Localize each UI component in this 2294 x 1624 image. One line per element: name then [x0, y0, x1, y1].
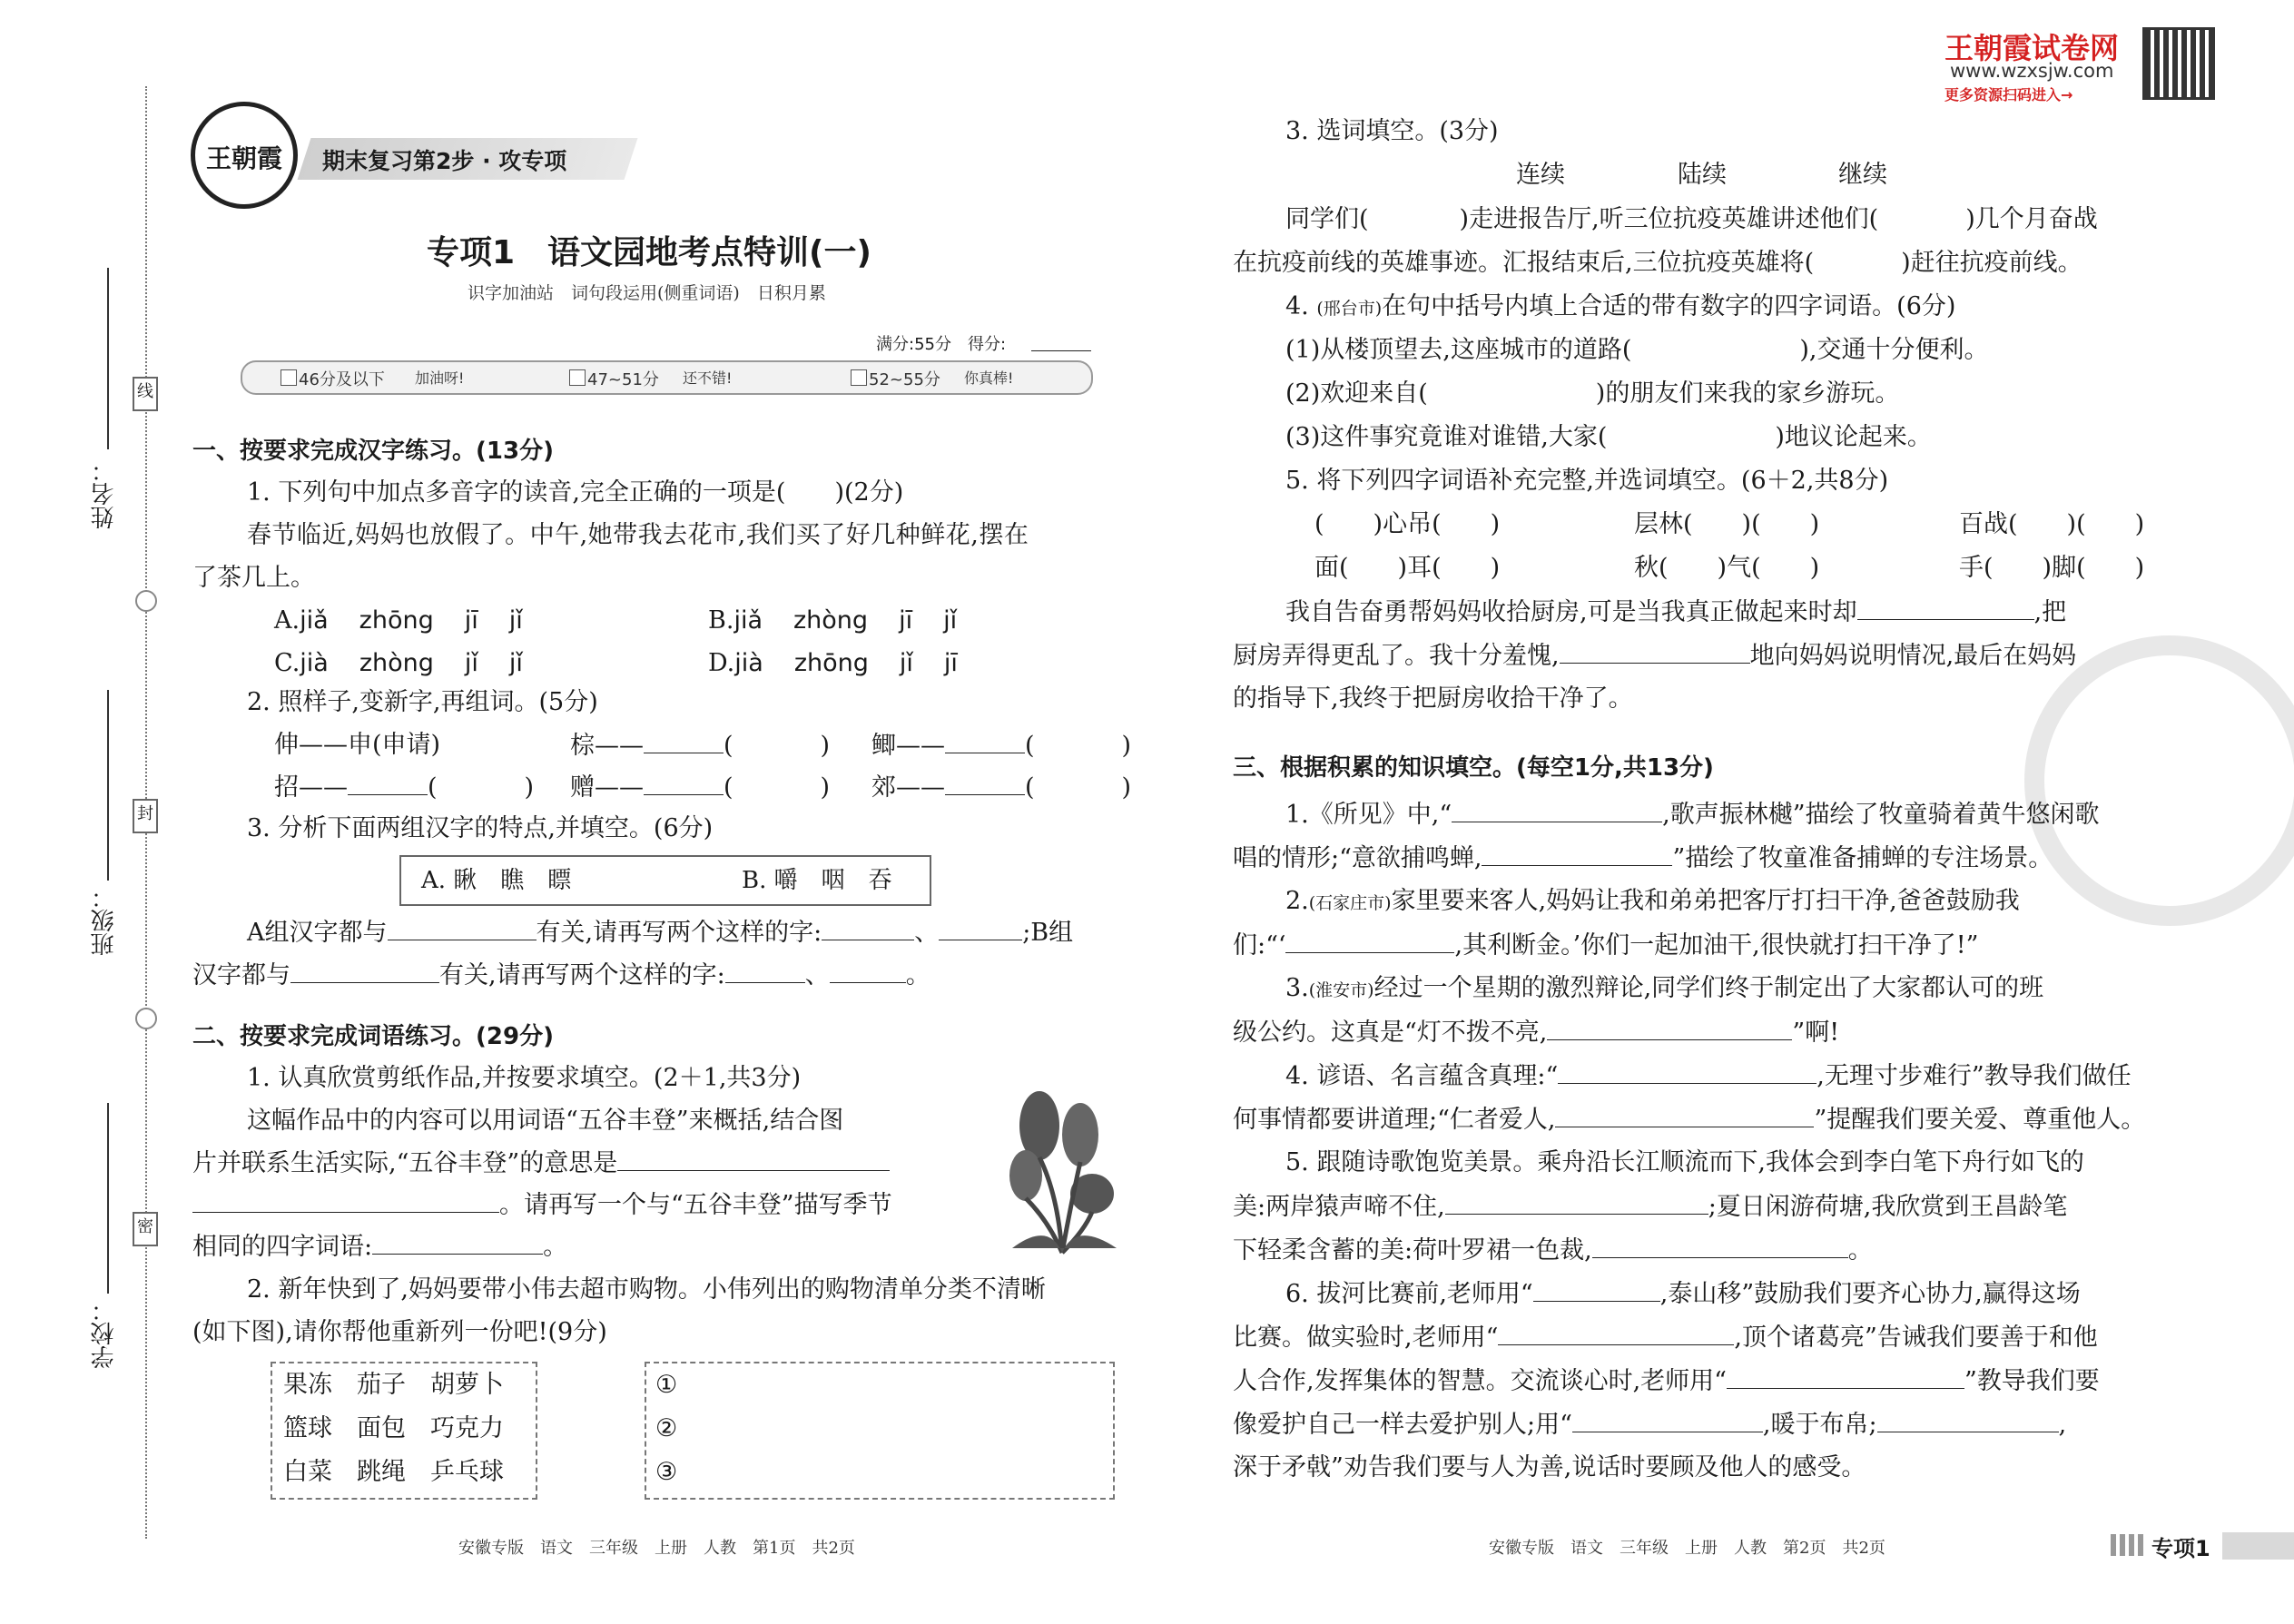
p2-q4-item-3[interactable]: (3)这件事究竟谁对谁错,大家( )地议论起来。 [1285, 423, 1932, 451]
s5-line-2[interactable]: 美:两岸猿声啼不住, ;夏日闲游荷塘,我欣赏到王昌龄笔 [1233, 1188, 2067, 1225]
class-field[interactable] [107, 690, 109, 881]
q1-option-d[interactable]: D.jià zhōng jǐ jī [708, 649, 958, 677]
p2-q5-idiom[interactable]: 百战( )( ) [1959, 510, 2145, 538]
score-field[interactable] [1031, 350, 1091, 351]
brand-slogan: 更多资源扫码进入→ [1944, 86, 2073, 103]
level-range: 46分及以下 [299, 370, 385, 389]
s1-line-1[interactable]: 1.《所见》中,“ ,歌声振林樾”描绘了牧童骑着黄牛悠闲歌 [1285, 796, 2100, 833]
shopping-row: 果冻 茄子 胡萝卜 [283, 1371, 504, 1399]
q2-text: 2. 照样子,变新字,再组词。(5分) [247, 688, 598, 716]
page-title: 专项1 语文园地考点特训(一) [427, 234, 871, 271]
mark-mi: 密 [133, 1212, 158, 1246]
p2-q4-item-1[interactable]: (1)从楼顶望去,这座城市的道路( ),交通十分便利。 [1285, 336, 1989, 364]
p2-q4-title: 4. (邢台市)在句中括号内填上合适的带有数字的四字词语。(6分) [1285, 292, 1956, 320]
answer-slot: ① [655, 1371, 678, 1399]
answer-slot: ③ [655, 1458, 678, 1486]
section-2-title: 二、按要求完成词语练习。(29分) [192, 1023, 554, 1050]
s6-line-2[interactable]: 比赛。做实验时,老师用“ ,顶个诸葛亮”告诫我们要善于和他 [1233, 1319, 2098, 1356]
q2-item[interactable]: 郊—— ( ) [871, 769, 1131, 806]
s6-line-3[interactable]: 人合作,发挥集体的智慧。交流谈心时,老师用“ ”教导我们要 [1233, 1363, 2100, 1400]
q3-char-box [399, 855, 931, 906]
s4-line-2[interactable]: 何事情都要讲道理;“仁者爱人, ”提醒我们要关爱、尊重他人。 [1233, 1101, 2145, 1138]
brand-url: www.wzxsjw.com [1950, 60, 2114, 82]
logo-text: 王朝霞 [205, 143, 282, 173]
page-subtitle: 识字加油站 词句段运用(侧重词语) 日积月累 [468, 283, 826, 303]
shopping-row: 篮球 面包 巧克力 [283, 1414, 504, 1442]
level-checkbox[interactable] [851, 369, 867, 386]
q1-option-a[interactable]: A.jiǎ zhōng jī jǐ [274, 606, 523, 635]
watermark-seal-icon [2024, 635, 2294, 926]
level-range: 52~55分 [869, 370, 940, 389]
corner-label: 专项1 [2151, 1536, 2210, 1561]
q1-option-c[interactable]: C.jià zhòng jǐ jǐ [274, 649, 523, 677]
answer-list-box[interactable] [645, 1362, 1115, 1500]
level-comment: 加油呀! [415, 369, 465, 387]
q1-passage-cont: 了茶几上。 [192, 564, 315, 592]
s3-line-2[interactable]: 级公约。这真是“灯不拨不亮, ”啊! [1233, 1014, 1839, 1051]
qr-code-icon[interactable] [2142, 27, 2215, 100]
q1-passage: 春节临近,妈妈也放假了。中午,她带我去花市,我们买了好几种鲜花,摆在 [247, 521, 1029, 549]
p2-q5-idiom[interactable]: 手( )脚( ) [1959, 554, 2145, 582]
s4-line-1[interactable]: 4. 谚语、名言蕴含真理:“ ,无理寸步难行”教导我们做任 [1285, 1058, 2132, 1095]
corner-decor [2111, 1534, 2147, 1556]
q21-line-1: 这幅作品中的内容可以用词语“五谷丰登”来概括,结合图 [247, 1107, 844, 1135]
corner-bar [2222, 1532, 2294, 1560]
level-checkbox[interactable] [281, 369, 297, 386]
p2-q3-line-2[interactable]: 在抗疫前线的英雄事迹。汇报结束后,三位抗疫英雄将( )赶往抗疫前线。 [1233, 249, 2082, 277]
level-bar [241, 360, 1093, 395]
p2-q3-word: 陆续 [1678, 161, 1727, 189]
p2-q5-para-1[interactable]: 我自告奋勇帮妈妈收拾厨房,可是当我真正做起来时却 ,把 [1285, 594, 2066, 631]
q2-item[interactable]: 鲫—— ( ) [871, 727, 1131, 764]
s2-line-1: 2.(石家庄市)家里要来客人,妈妈让我和弟弟把客厅打扫干净,爸爸鼓励我 [1285, 887, 2020, 915]
q3-fill-1[interactable]: A组汉字都与 有关,请再写两个这样的字: 、 ;B组 [247, 914, 1073, 951]
q3-group-a: A. 瞅 瞧 瞟 [421, 867, 572, 894]
school-field[interactable] [107, 1103, 109, 1294]
q21-line-4[interactable]: 相同的四字词语: 。 [192, 1228, 567, 1265]
shopping-row: 白菜 跳绳 乒乓球 [283, 1458, 504, 1486]
p2-q3-title: 3. 选词填空。(3分) [1285, 117, 1499, 145]
q22-line-2: (如下图),请你帮他重新列一份吧!(9分) [192, 1318, 607, 1346]
s5-line-3[interactable]: 下轻柔含蓄的美:荷叶罗裙一色裁, 。 [1233, 1232, 1873, 1269]
brand-name: 王朝霞试卷网 [1944, 31, 2120, 65]
s6-line-5: 深于矛戟”劝告我们要与人为善,说话时要顾及他人的感受。 [1233, 1453, 1866, 1481]
p2-q4-item-2[interactable]: (2)欢迎来自( )的朋友们来我的家乡游玩。 [1285, 379, 1900, 408]
p2-q5-idiom[interactable]: 秋( )气( ) [1634, 554, 1820, 582]
p2-q5-idiom[interactable]: 面( )耳( ) [1314, 554, 1501, 582]
q21-text: 1. 认真欣赏剪纸作品,并按要求填空。(2＋1,共3分) [247, 1064, 802, 1092]
q3-fill-2[interactable]: 汉字都与 有关,请再写两个这样的字: 、 。 [192, 957, 930, 994]
p2-q5-para-2[interactable]: 厨房弄得更乱了。我十分羞愧, 地向妈妈说明情况,最后在妈妈 [1233, 637, 2076, 674]
s6-line-4[interactable]: 像爱护自己一样去爱护别人;用“ ,暖于布帛; , [1233, 1406, 2066, 1443]
school-label: 学校： [91, 1298, 118, 1369]
s6-line-1[interactable]: 6. 拔河比赛前,老师用“ ,泰山移”鼓励我们要齐心协力,赢得这场 [1285, 1275, 2081, 1313]
s5-line-1: 5. 跟随诗歌饱览美景。乘舟沿长江顺流而下,我体会到李白笔下舟行如飞的 [1285, 1148, 2084, 1176]
q3-group-b: B. 嚼 咽 吞 [742, 867, 892, 894]
q2-item[interactable]: 棕—— ( ) [570, 727, 830, 764]
q1-text: 1. 下列句中加点多音字的读音,完全正确的一项是( )(2分) [247, 478, 904, 507]
class-label: 班级： [91, 885, 118, 956]
q2-item[interactable]: 招—— ( ) [274, 769, 534, 806]
mark-feng: 封 [133, 799, 158, 833]
q2-item[interactable]: 赠—— ( ) [570, 769, 830, 806]
name-field[interactable] [107, 268, 109, 449]
section-banner-text: 期末复习第2步 · 攻专项 [322, 148, 567, 174]
q22-line-1: 2. 新年快到了,妈妈要带小伟去超市购物。小伟列出的购物清单分类不清晰 [247, 1275, 1046, 1304]
p2-q5-title: 5. 将下列四字词语补充完整,并选词填空。(6＋2,共8分) [1285, 467, 1889, 495]
punch-hole-icon [135, 590, 157, 612]
q21-line-3[interactable]: 。请再写一个与“五谷丰登”描写季节 [192, 1186, 892, 1224]
page-1-footer: 安徽专版 语文 三年级 上册 人教 第1页 共2页 [458, 1539, 855, 1558]
page-2-footer: 安徽专版 语文 三年级 上册 人教 第2页 共2页 [1489, 1539, 1885, 1558]
s1-line-2[interactable]: 唱的情形;“意欲捕鸣蝉, ”描绘了牧童准备捕蝉的专注场景。 [1233, 840, 2053, 877]
level-checkbox[interactable] [569, 369, 586, 386]
q2-example: 伸——申(申请) [274, 731, 441, 759]
p2-q3-word: 继续 [1838, 161, 1887, 189]
punch-hole-icon [135, 1008, 157, 1029]
q1-option-b[interactable]: B.jiǎ zhòng jī jǐ [708, 606, 958, 635]
s3-line-1: 3.(淮安市)经过一个星期的激烈辩论,同学们终于制定出了大家都认可的班 [1285, 974, 2044, 1002]
s2-line-2[interactable]: 们:“‘ ,其利断金。’你们一起加油干,很快就打扫干净了!” [1233, 927, 1978, 964]
answer-slot: ② [655, 1414, 678, 1442]
q21-line-2[interactable]: 片并联系生活实际,“五谷丰登”的意思是 [192, 1145, 890, 1182]
section-1-title: 一、按要求完成汉字练习。(13分) [192, 438, 554, 465]
p2-q5-idiom[interactable]: ( )心吊( ) [1314, 510, 1501, 538]
score-label: 满分:55分 得分: [876, 335, 1007, 354]
paper-cut-grain-illustration [994, 1085, 1130, 1257]
name-label: 姓名： [91, 458, 118, 529]
q3-text: 3. 分析下面两组汉字的特点,并填空。(6分) [247, 814, 714, 842]
level-comment: 你真棒! [964, 369, 1014, 387]
shopping-list-box [271, 1362, 537, 1500]
p2-q5-para-3: 的指导下,我终于把厨房收拾干净了。 [1233, 684, 1633, 713]
mark-xian: 线 [133, 377, 158, 411]
p2-q5-idiom[interactable]: 层林( )( ) [1634, 510, 1820, 538]
p2-q3-line-1[interactable]: 同学们( )走进报告厅,听三位抗疫英雄讲述他们( )几个月奋战 [1285, 205, 2098, 233]
level-comment: 还不错! [683, 369, 733, 387]
p2-q3-word: 连续 [1516, 161, 1565, 189]
logo-seal-icon [191, 102, 298, 209]
level-range: 47~51分 [587, 370, 659, 389]
section-3-title: 三、根据积累的知识填空。(每空1分,共13分) [1233, 754, 1714, 782]
